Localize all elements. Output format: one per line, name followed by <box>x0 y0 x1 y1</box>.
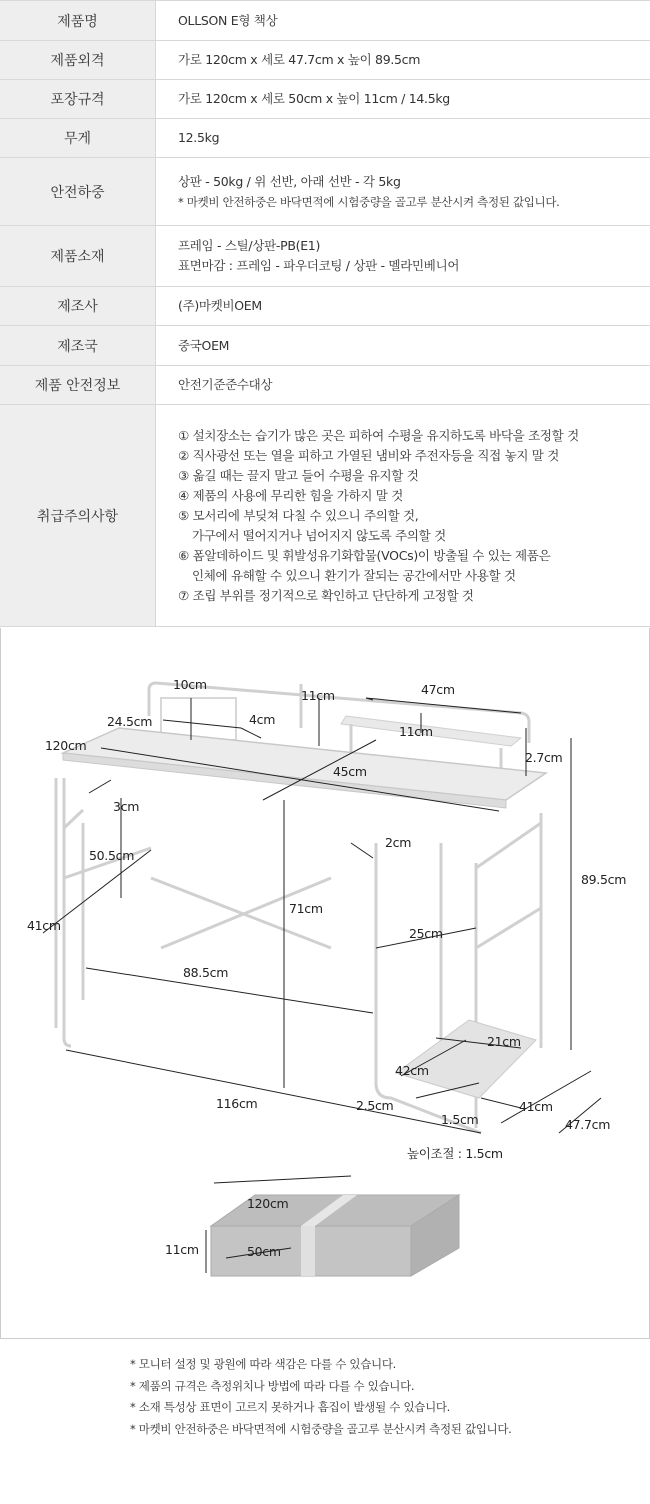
spec-line: 상판 - 50kg / 위 선반, 아래 선반 - 각 5kg <box>178 173 401 189</box>
spec-row-material <box>0 226 650 287</box>
caution-line: ⑥ 폼알데하이드 및 휘발성유기화합물(VOCs)이 방출될 수 있는 제품은 <box>178 547 551 563</box>
spec-label: 안전하중 <box>0 158 156 226</box>
footnote: * 제품의 규격은 측정위치나 방법에 따라 다를 수 있습니다. <box>130 1378 415 1393</box>
spec-value <box>156 119 650 158</box>
desk-drawing <box>1 628 649 1338</box>
spec-row-cautions <box>0 405 650 627</box>
spec-value <box>156 80 650 119</box>
spec-row-weight <box>0 119 650 158</box>
spec-row-manufacturer <box>0 287 650 326</box>
spec-line: 가로 120cm x 세로 47.7cm x 높이 89.5cm <box>178 52 421 67</box>
dim-foot-height: 1.5cm <box>441 1112 479 1127</box>
spec-label: 포장규격 <box>0 80 156 119</box>
footnote: * 마켓비 안전하중은 바닥면적에 시험중량을 골고루 분산시켜 측정된 값입니다. <box>130 1421 512 1436</box>
spec-line: 중국OEM <box>178 337 230 353</box>
spec-label: 제품명 <box>0 1 156 41</box>
dim-base-width: 116cm <box>216 1096 258 1111</box>
dim-left-depth: 41cm <box>27 918 61 933</box>
spec-line: 12.5kg <box>178 130 220 145</box>
spec-note: * 마켓비 안전하중은 바닥면적에 시험중량을 골고루 분산시켜 측정된 값입니다. <box>178 194 560 209</box>
spec-row-dimensions <box>0 41 650 80</box>
spec-label: 제품 안전정보 <box>0 366 156 405</box>
dim-shelf-depth: 11cm <box>399 724 433 739</box>
dimension-diagram <box>0 628 650 1339</box>
dim-box-height: 11cm <box>165 1242 199 1257</box>
dim-foot-gap: 2.5cm <box>356 1098 394 1113</box>
spec-row-product-name <box>0 1 650 41</box>
dim-basket-width: 10cm <box>173 677 207 692</box>
dim-basket-height: 4cm <box>249 712 276 727</box>
dim-box-width: 120cm <box>247 1196 289 1211</box>
spec-line: 프레임 - 스틸/상판-PB(E1) <box>178 238 321 253</box>
spec-line: 안전기준준수대상 <box>178 377 273 392</box>
spec-line: OLLSON E형 책상 <box>178 12 278 28</box>
dim-leg-2: 2cm <box>385 835 412 850</box>
dim-inner-width: 88.5cm <box>183 965 229 980</box>
caution-line: ③ 옮길 때는 끌지 말고 들어 수평을 유지할 것 <box>178 467 419 483</box>
dim-basket-depth: 24.5cm <box>107 714 153 729</box>
package-box <box>206 1176 459 1276</box>
spec-line: 표면마감 : 프레임 - 파우더코팅 / 상판 - 멜라민베니어 <box>178 258 460 273</box>
spec-line: (주)마켓비OEM <box>178 298 262 313</box>
dim-post-height: 11cm <box>301 688 335 703</box>
caution-line: ① 설치장소는 습기가 많은 곳은 피하여 수평을 유지하도록 바닥을 조정할 것 <box>178 427 579 443</box>
spec-row-safety-info <box>0 366 650 405</box>
dim-total-height: 89.5cm <box>581 872 627 887</box>
spec-value <box>156 287 650 326</box>
dim-lower-shelf-depth: 42cm <box>395 1063 429 1078</box>
dim-shelf-thickness: 2.7cm <box>525 750 563 765</box>
caution-line: 인체에 유해할 수 있으니 환기가 잘되는 공간에서만 사용할 것 <box>192 567 516 583</box>
spec-value <box>156 1 650 41</box>
footnote: * 소재 특성상 표면이 고르지 못하거나 흠집이 발생될 수 있습니다. <box>130 1400 451 1414</box>
caution-line: 가구에서 떨어지거나 넘어지지 않도록 주의할 것 <box>192 527 446 543</box>
spec-line: 가로 120cm x 세로 50cm x 높이 11cm / 14.5kg <box>178 91 450 106</box>
dim-cabinet-depth: 41cm <box>519 1099 553 1114</box>
caution-line: ④ 제품의 사용에 무리한 힘을 가하지 말 것 <box>178 487 404 503</box>
spec-label: 제조국 <box>0 326 156 366</box>
dim-total-width: 120cm <box>45 738 87 753</box>
spec-label: 무게 <box>0 119 156 158</box>
caution-line: ⑦ 조립 부위를 정기적으로 확인하고 단단하게 고정할 것 <box>178 587 474 603</box>
dim-top-depth: 45cm <box>333 764 367 779</box>
spec-row-packaging <box>0 80 650 119</box>
spec-value <box>156 41 650 80</box>
spec-value <box>156 158 650 226</box>
dim-frame-3: 3cm <box>113 799 140 814</box>
spec-row-safe-load <box>0 158 650 226</box>
dim-total-depth: 47.7cm <box>565 1117 611 1132</box>
dim-desk-height: 71cm <box>289 901 323 916</box>
spec-value <box>156 405 650 627</box>
spec-label: 취급주의사항 <box>0 405 156 627</box>
level-adjust-note: 높이조절 : 1.5cm <box>407 1146 503 1161</box>
dim-box-depth: 50cm <box>247 1244 281 1259</box>
spec-value <box>156 226 650 287</box>
dim-left-height: 50.5cm <box>89 848 135 863</box>
dim-shelf-width: 47cm <box>421 682 455 697</box>
dim-cabinet-width: 25cm <box>409 926 443 941</box>
caution-line: ⑤ 모서리에 부딪쳐 다칠 수 있으니 주의할 것, <box>178 507 419 523</box>
spec-label: 제품소재 <box>0 226 156 287</box>
spec-label: 제품외격 <box>0 41 156 80</box>
spec-table <box>0 0 650 627</box>
spec-value <box>156 366 650 405</box>
caution-line: ② 직사광선 또는 열을 피하고 가열된 냄비와 주전자등을 직접 놓지 말 것 <box>178 447 560 463</box>
spec-row-country <box>0 326 650 366</box>
dim-lower-shelf-width: 21cm <box>487 1034 521 1049</box>
spec-value <box>156 326 650 366</box>
spec-label: 제조사 <box>0 287 156 326</box>
footnotes <box>130 1354 512 1440</box>
footnote: * 모니터 설정 및 광원에 따라 색감은 다를 수 있습니다. <box>130 1357 396 1371</box>
